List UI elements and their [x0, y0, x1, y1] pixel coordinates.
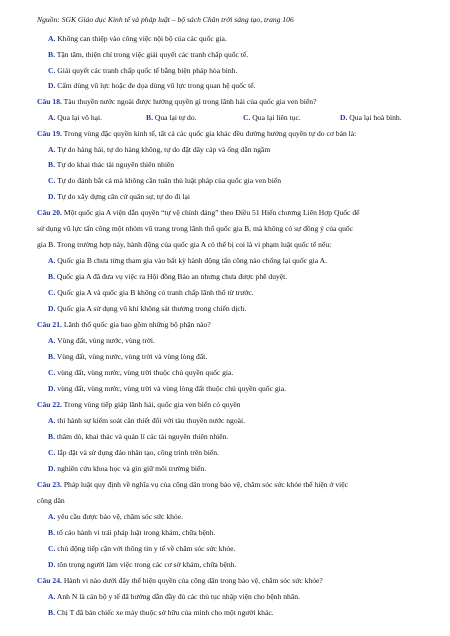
option-text: Quốc gia A và quốc gia B không có tranh chấp lãnh thổ từ trước.	[57, 288, 254, 297]
q20-option-b	[48, 273, 287, 281]
option-label: B.	[48, 352, 55, 361]
option-text: Tự do đánh bắt cá mà không cần tuân thủ luật pháp của quốc gia ven biển	[57, 176, 281, 185]
option-label: C.	[48, 176, 56, 185]
option-text: lắp đặt và sử dụng đảo nhân tạo, công trình trên biển.	[57, 448, 219, 457]
option-text: Tự do xây dựng căn cứ quân sự, tự do đi lại	[57, 192, 190, 201]
question-text: Trong vùng đặc quyền kinh tế, tất cả các quốc gia khác đều đường hưởng quyền tự do cơ bản là:	[63, 129, 357, 138]
q23-option-a	[48, 513, 183, 521]
question-text-line-1: Pháp luật quy định về nghĩa vụ của công dân trong bảo vệ, chăm sóc sức khỏe thể hiện ở việc	[63, 480, 348, 489]
option-text: tố cáo hành vi trái pháp luật trong khám, chữa bệnh.	[56, 528, 216, 537]
option-label: C.	[243, 113, 251, 122]
option-label: A.	[48, 145, 56, 154]
question-label: Câu 24.	[37, 576, 62, 585]
source-citation: Nguồn: SGK Giáo dục Kinh tế và pháp luật – bộ sách Chân trời sáng tạo, trang 106	[37, 15, 294, 24]
option-label: A.	[48, 34, 56, 43]
q21-option-b	[48, 353, 207, 361]
option-text: Cấm dùng vũ lực hoặc đe dọa dùng vũ lực trong quan hệ quốc tế.	[57, 81, 256, 90]
question-19	[37, 130, 356, 138]
option-text: Giải quyết các tranh chấp quốc tế bằng biện pháp hòa bình.	[57, 66, 238, 75]
option-text: Tự do hàng hải, tự do hàng không, tự do đặt dây cáp và ống dẫn ngầm	[57, 145, 271, 154]
option-text: nghiên cứu khoa học và gìn giữ môi trường biển.	[57, 464, 207, 473]
question-20	[37, 209, 360, 217]
option-label: D.	[48, 304, 56, 313]
option-label: C.	[48, 368, 56, 377]
option-label: A.	[48, 512, 56, 521]
option-text: chủ động tiếp cận với thông tin y tế về chăm sóc sức khỏe.	[57, 544, 236, 553]
option-label: A.	[48, 256, 56, 265]
option-label: C.	[48, 448, 56, 457]
option-label: B.	[48, 528, 55, 537]
option-text: Qua lại vô hại.	[57, 113, 103, 122]
question-label: Câu 20.	[37, 208, 62, 217]
option-text: Qua lại hoà bình.	[349, 113, 402, 122]
prev-option-c	[48, 67, 237, 75]
question-23	[37, 481, 348, 489]
question-label: Câu 23.	[37, 480, 62, 489]
option-text: Quốc gia A sử dụng vũ khí không sát thương trong chiến dịch.	[57, 304, 247, 313]
question-22	[37, 401, 241, 409]
option-text: Anh N là cán bộ y tế đã hướng dẫn đầy đủ các thủ tục nhập viện cho bệnh nhân.	[56, 592, 300, 601]
option-text: Tận tâm, thiện chí trong việc giải quyết các tranh chấp quốc tế.	[56, 50, 249, 59]
q18-option-a	[48, 114, 102, 122]
question-text-line-1: Một quốc gia A viện dẫn quyền “tự vệ chính đáng” theo Điều 51 Hiến chương Liên Hợp Quốc để	[63, 208, 360, 217]
q20-option-c	[48, 289, 254, 297]
prev-option-b	[48, 51, 248, 59]
question-24	[37, 577, 323, 585]
question-text: Lãnh thổ quốc gia bao gồm những bộ phận nào?	[63, 320, 211, 329]
q22-option-b	[48, 433, 228, 441]
option-text: Không can thiệp vào công việc nội bộ của các quốc gia.	[57, 34, 227, 43]
option-text: Qua lại tự do.	[154, 113, 197, 122]
option-label: C.	[48, 544, 56, 553]
question-20-line-3: gia B. Trong trường hợp này, hành động của quốc gia A có thể bị coi là vi phạm luật quốc tế nếu:	[37, 240, 332, 249]
option-label: B.	[48, 608, 55, 617]
option-text: vùng đất, vùng nước, vùng trời và vùng lòng đất thuộc chủ quyền quốc gia.	[57, 384, 287, 393]
question-18	[37, 98, 316, 106]
option-text: Vùng đất, vùng nước, vùng trời.	[57, 336, 155, 345]
option-text: yêu cầu được bảo vệ, chăm sóc sức khỏe.	[57, 512, 183, 521]
q18-option-d	[340, 114, 402, 122]
option-text: Vùng đất, vùng nước, vùng trời và vùng lòng đất.	[56, 352, 208, 361]
question-21	[37, 321, 211, 329]
option-label: D.	[48, 81, 56, 90]
q23-option-c	[48, 545, 235, 553]
prev-option-d	[48, 82, 256, 90]
q19-option-b	[48, 161, 174, 169]
option-text: thi hành sự kiểm soát cần thiết đối với tàu thuyền nước ngoài.	[57, 416, 246, 425]
option-label: C.	[48, 288, 56, 297]
q19-option-d	[48, 193, 190, 201]
option-label: A.	[48, 416, 56, 425]
q21-option-c	[48, 369, 233, 377]
option-text: Quốc gia B chưa từng tham gia vào bất kỳ hành động tấn công nào chống lại quốc gia A.	[57, 256, 328, 265]
q19-option-c	[48, 177, 281, 185]
question-label: Câu 22.	[37, 400, 62, 409]
q20-option-d	[48, 305, 247, 313]
q18-option-b	[146, 114, 197, 122]
option-label: A.	[48, 592, 56, 601]
question-23-line-2: công dân	[37, 496, 65, 505]
option-label: A.	[48, 113, 56, 122]
question-text: Trong vùng tiếp giáp lãnh hải, quốc gia ven biển có quyền	[63, 400, 241, 409]
option-label: B.	[48, 432, 55, 441]
q19-option-a	[48, 146, 270, 154]
q22-option-c	[48, 449, 219, 457]
option-label: D.	[340, 113, 348, 122]
option-label: B.	[146, 113, 153, 122]
option-text: Quốc gia A đã đưa vụ việc ra Hội đồng Bảo an nhưng chưa được phê duyệt.	[56, 272, 288, 281]
option-label: B.	[48, 272, 55, 281]
q24-option-a	[48, 593, 300, 601]
q20-option-a	[48, 257, 327, 265]
q23-option-d	[48, 561, 236, 569]
option-label: D.	[48, 384, 56, 393]
prev-option-a	[48, 35, 227, 43]
q22-option-d	[48, 465, 206, 473]
option-text: Chị T đã bán chiếc xe máy thuộc sở hữu của mình cho một người khác.	[56, 608, 274, 617]
q24-option-b	[48, 609, 274, 617]
question-text: Hành vi nào dưới đây thể hiện quyền của công dân trong bảo vệ, chăm sóc sức khỏe?	[63, 576, 323, 585]
option-label: D.	[48, 560, 56, 569]
option-label: C.	[48, 66, 56, 75]
q21-option-a	[48, 337, 155, 345]
option-text: vùng đất, vùng nước, vùng trời thuộc chủ quyền quốc gia.	[57, 368, 234, 377]
option-label: A.	[48, 336, 56, 345]
question-label: Câu 21.	[37, 320, 62, 329]
option-text: Tự do khai thác tài nguyên thiên nhiên	[56, 160, 175, 169]
question-label: Câu 18.	[37, 97, 62, 106]
option-label: B.	[48, 160, 55, 169]
question-20-line-2: sử dụng vũ lực tấn công một nhóm vũ trang trong lãnh thổ quốc gia B, mà không có sự đồng ý của quốc	[37, 224, 354, 233]
q23-option-b	[48, 529, 215, 537]
option-text: Qua lại liên tục.	[252, 113, 301, 122]
option-text: tôn trọng người làm việc trong các cơ sở khám, chữa bệnh.	[57, 560, 237, 569]
q22-option-a	[48, 417, 245, 425]
option-label: D.	[48, 464, 56, 473]
option-text: thăm dò, khai thác và quản lí các tài nguyên thiên nhiên.	[56, 432, 229, 441]
question-label: Câu 19.	[37, 129, 62, 138]
option-label: D.	[48, 192, 56, 201]
q21-option-d	[48, 385, 286, 393]
question-text: Tàu thuyền nước ngoài được hưởng quyền gì trong lãnh hải của quốc gia ven biển?	[63, 97, 317, 106]
option-label: B.	[48, 50, 55, 59]
q18-option-c	[243, 114, 301, 122]
